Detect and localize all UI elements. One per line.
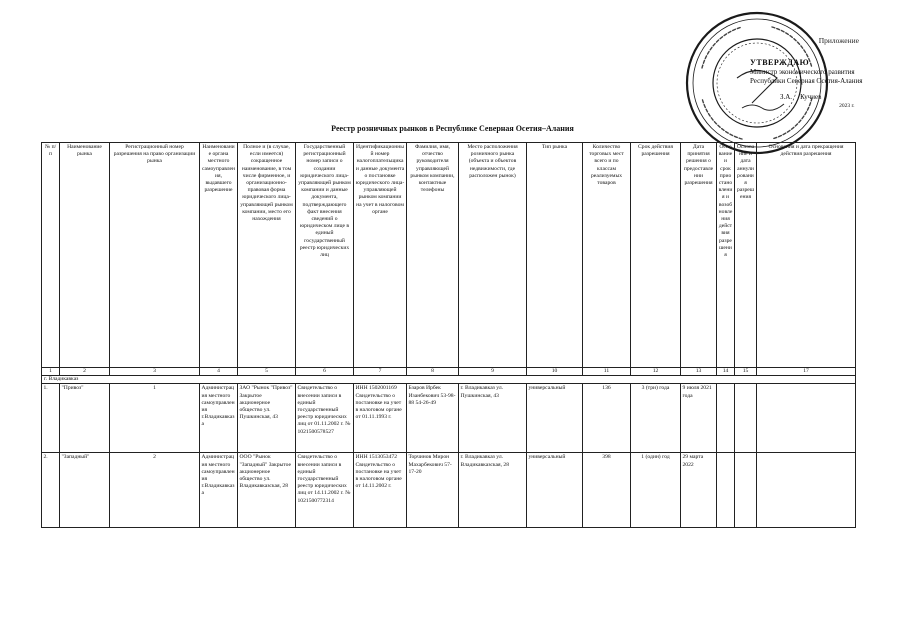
ogrn: Свидетельство о внесении записи в единый государственный реестр юридических лиц от 14.11.2002 г. № 1021500772314 [296,453,354,528]
company: ЗАО "Рынок "Привоз" Закрытое акционерное общество ул. Пушкинская, 43 [238,384,296,453]
header-cell: Дата принятия решения о предоставлении разрешения [681,143,717,368]
location: г. Владикавказ ул. Пушкинская, 43 [459,384,527,453]
header-cell: Фамилия, имя, отчество руководителя управляющей рынком компании, контактные телефоны [407,143,459,368]
section-label: г. Владикавказ [42,376,856,384]
header-cell: Количество торговых мест всего и по классам реализуемых товаров [583,143,631,368]
header-cell: Идентификационный номер налогоплательщика и данные документа о постановке юридического лица-управляющей рынком компании на учет в налоговом органе [354,143,407,368]
places: 136 [583,384,631,453]
row-number: 2. [42,453,60,528]
inn: ИНН 1502001169 Свидетельство о постановке на учет в налоговом органе от 01.11.1993 г. [354,384,407,453]
column-number: 15 [735,368,757,376]
column-number: 4 [200,368,238,376]
header-cell: Основания и дата прекращения действия разрешения [757,143,856,368]
suspension [717,453,735,528]
market-name: "Привоз" [60,384,110,453]
row-number: 1. [42,384,60,453]
column-number: 13 [681,368,717,376]
approval-line-2: Республики Северная Осетия-Алания [750,77,863,85]
reg-number: 2 [110,453,200,528]
approval-sign-name: Кучиев [800,92,822,101]
inn: ИНН 1513053472 Свидетельство о постановке на учет в налоговом органе от 14.11.2002 г. [354,453,407,528]
column-number: 6 [296,368,354,376]
header-cell: Основание и дата аннулирования разрешения [735,143,757,368]
table-header-row [42,143,856,368]
table-row [42,453,856,528]
market-type: универсальный [527,384,583,453]
approval-block [750,58,863,112]
column-number: 2 [60,368,110,376]
column-number: 17 [757,368,856,376]
column-number-row [42,368,856,376]
market-registry-table [41,142,856,528]
places: 398 [583,453,631,528]
column-number: 8 [407,368,459,376]
location: г. Владикавказ ул. Владикавказская, 28 [459,453,527,528]
approval-sign-initials: З.А. [780,92,793,101]
decision-date: 29 марта 2022 [681,453,717,528]
column-number: 3 [110,368,200,376]
column-number: 9 [459,368,527,376]
company: ООО "Рынок "Западный" Закрытое акционерное общество ул. Владикавказская, 28 [238,453,296,528]
section-row [42,376,856,384]
authority: Администрация местного самоуправления г.Владикавказа [200,453,238,528]
header-cell: Наименование рынка [60,143,110,368]
authority: Администрация местного самоуправления г.Владикавказа [200,384,238,453]
appendix-label: Приложение [818,36,859,45]
head: Бзаров Ирбек Изанбекович 53-98-88 54-26-49 [407,384,459,453]
header-cell: Полное и (в случае, если имеется) сокращенное наименование, в том числе фирменное, и организационно-правовая форма юридического лица-управляющей рынком компании, место его нахождения [238,143,296,368]
column-number: 12 [631,368,681,376]
header-cell: Государственный регистрационный номер записи о создании юридического лица-управляющей рынком компании и данные документа, подтверждающего факт внесения сведений о юридическом лице в единый государственный реестр юридических лиц [296,143,354,368]
termination [757,384,856,453]
column-number: 14 [717,368,735,376]
column-number: 5 [238,368,296,376]
header-cell: Наименование органа местного самоуправления, выдавшего разрешение [200,143,238,368]
header-cell: Тип рынка [527,143,583,368]
approval-line-1: Министр экономического развития [750,67,855,76]
column-number: 11 [583,368,631,376]
reg-number: 1 [110,384,200,453]
document-title: Реестр розничных рынков в Республике Северная Осетия–Алания [331,124,574,133]
header-cell: Срок действия разрешения [631,143,681,368]
column-number: 7 [354,368,407,376]
market-type: универсальный [527,453,583,528]
suspension [717,384,735,453]
decision-date: 9 июля 2021 года [681,384,717,453]
market-name: "Западный" [60,453,110,528]
annulment [735,453,757,528]
term: 3 (три) года [631,384,681,453]
annulment [735,384,757,453]
ogrn: Свидетельство о внесении записи в единый государственный реестр юридических лиц от 01.11.2002 г. № 1021500578527 [296,384,354,453]
header-cell: Место расположения розничного рынка (объекта и объектов недвижимости, где расположен рынок) [459,143,527,368]
head: Торчинов Мирон Махарбекович 57-17-20 [407,453,459,528]
termination [757,453,856,528]
term: 1 (один) год [631,453,681,528]
column-number: 10 [527,368,583,376]
table-row [42,384,856,453]
header-cell: Регистрационный номер разрешения на право организации рынка [110,143,200,368]
approval-signature [750,93,863,103]
column-number: 1 [42,368,60,376]
approval-heading: УТВЕРЖДАЮ [750,58,810,67]
approval-year: 2023 г. [839,103,855,109]
header-cell: Основание и срок приостановления и возобновления действия разрешения [717,143,735,368]
header-cell: № п/п [42,143,60,368]
